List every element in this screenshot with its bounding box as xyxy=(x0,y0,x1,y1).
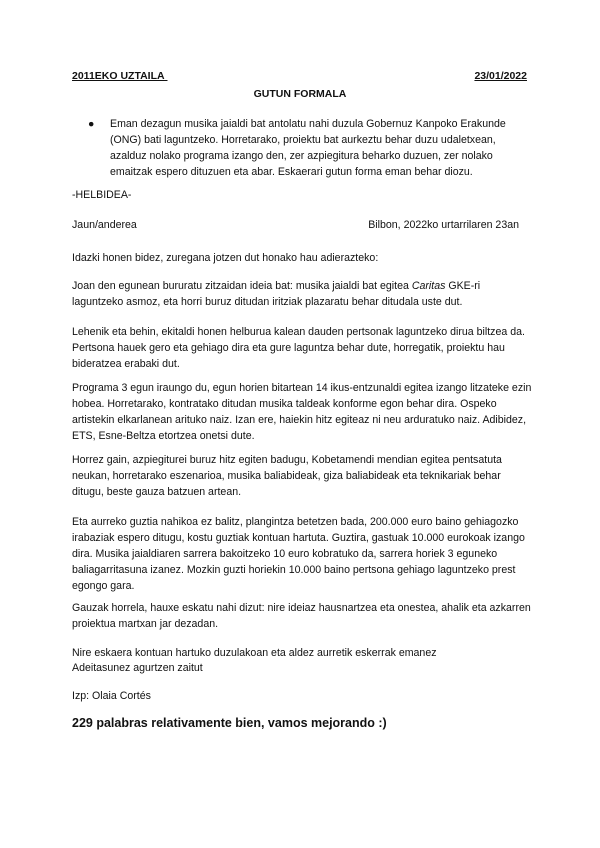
header-left: 2011EKO UZTAILA xyxy=(72,70,165,82)
final-note: 229 palabras relativamente bien, vamos mejorando :) xyxy=(72,716,387,730)
paragraph-4: Horrez gain, azpiegiturei buruz hitz egiten badugu, Kobetamendi mendian egitea pentsatuta neukan, horretarako eszenarioa, musika baliabideak, giza baliabideak eta teknikariak behar ditugu, beste gauza batzuen artean. xyxy=(72,454,502,498)
closing-line-2: Adeitasunez agurtzen zaitut xyxy=(72,662,203,674)
intro-text: Idazki honen bidez, zuregana jotzen dut honako hau adierazteko: xyxy=(72,252,379,264)
place-date: Bilbon, 2022ko urtarrilaren 23an xyxy=(368,219,519,231)
paragraph-6: Gauzak horrela, hauxe eskatu nahi dizut: nire ideiaz hausnartzea eta onestea, ahalik eta azkarren proiektua martxan jar dezadan. xyxy=(72,602,531,630)
instruction-bullet xyxy=(88,116,532,180)
salutation: Jaun/anderea xyxy=(72,219,137,231)
closing-line-1: Nire eskaera kontuan hartuko duzulakoan eta aldez aurretik eskerrak emanez xyxy=(72,647,437,659)
instruction-text: Eman dezagun musika jaialdi bat antolatu nahi duzula Gobernuz Kanpoko Erakunde (ONG) bati laguntzeko. Horretarako, proiektu bat aurkeztu behar duzu udaletxean, azalduz nolako programa izango den, zer azpiegitura beharko duzuen, zer nolako emaitzak espero dituzuen eta abar. Eskaerari gutun forma eman behar diozu. xyxy=(110,118,506,178)
paragraph-5: Eta aurreko guztia nahikoa ez balitz, plangintza betetzen bada, 200.000 euro baino gehiagozko irabaziak espero ditugu, kostu guztiak kontuan hartuta. Guztira, gastuak 10.000 eurokoak izango dira. Musika jaialdiaren sarrera bakoitzeko 10 euro kobratuko da, sarrera horiek 3 eguneko baliagarritasuna izanez. Mozkin guzti horiekin 10.000 baino pertsona gehiago laguntzeko prest egongo gara. xyxy=(72,516,525,592)
header-underline xyxy=(165,70,475,82)
paragraph-1-before: Joan den egunean bururatu zitzaidan ideia bat: musika jaialdi bat egitea xyxy=(72,280,412,292)
salutation-row xyxy=(72,219,519,231)
paragraph-2: Lehenik eta behin, ekitaldi honen helburua kalean dauden pertsonak laguntzeko dirua biltzea da. Pertsona hauek gero eta gehiago dira eta gure laguntza behar dute, horregatik, proiektu hau bideratzea erabaki dut. xyxy=(72,326,525,370)
bullet-icon: ● xyxy=(88,118,95,130)
document-title: GUTUN FORMALA xyxy=(253,88,347,100)
paragraph-1-italic: Caritas xyxy=(411,280,446,292)
paragraph-1 xyxy=(72,278,532,310)
signature: Izp: Olaia Cortés xyxy=(72,690,151,702)
header-line xyxy=(72,70,527,82)
paragraph-1-after: GKE-ri laguntzeko asmoz, eta horri buruz ditudan iritziak plazaratu behar ditudala uste dut. xyxy=(72,280,481,308)
header-date: 23/01/2022 xyxy=(474,70,527,82)
address-label: -HELBIDEA- xyxy=(72,189,132,201)
paragraph-3: Programa 3 egun iraungo du, egun horien bitartean 14 ikus-entzunaldi egitea izango litzateke ezin hobea. Horretarako, kontratako ditudan musika taldeak konforme egon behar dira. Ospeko artistekin elkarlanean arituko naiz. Izan ere, haiekin hitz egiteaz ni neu arduratuko naiz. Adibidez, ETS, Esne-Beltza etortzea onetsi dute. xyxy=(72,382,532,442)
